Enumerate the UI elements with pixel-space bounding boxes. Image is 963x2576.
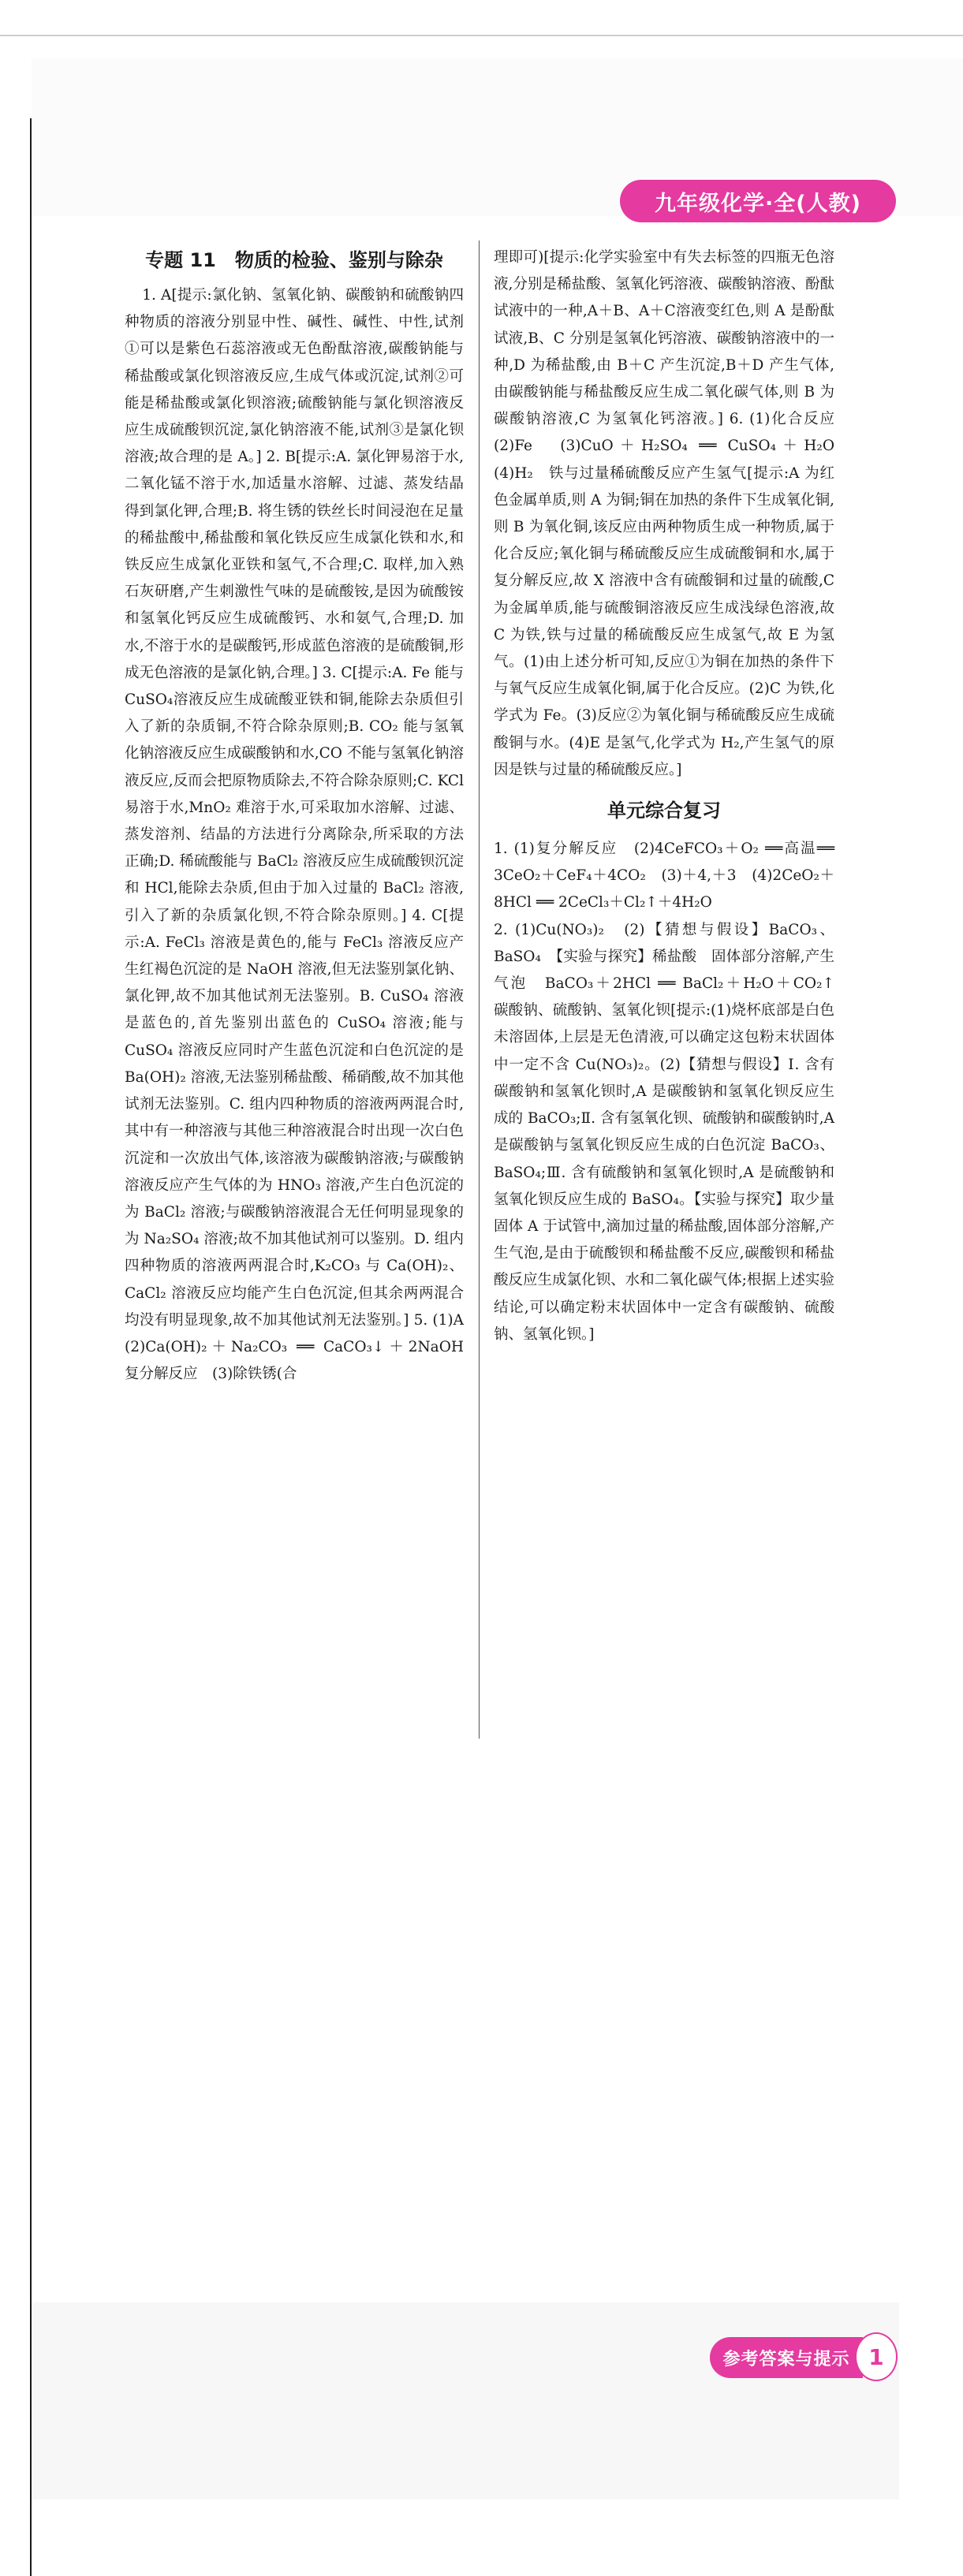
answer-paragraph: 2. (1)Cu(NO₃)₂ (2)【猜想与假设】BaCO₃、BaSO₄ 【实验与探究】稀盐酸 固体部分溶解,产生气泡 BaCO₃＋2HCl ══ BaCl₂＋H₂O＋CO₂↑ 碳酸钠、硫酸钠、氢氧化钡[提示:(1)烧杯底部是白色未溶固体,上层是无色清液,可以确定这包粉末状固体中一定不含 Cu(NO₃)₂。(2)【猜想与假设】Ⅰ. 含有碳酸钠和氢氧化钡时,A 是碳酸钠和氢氧化钡反应生成的 BaCO₃;Ⅱ. 含有氢氧化钡、硫酸钠和碳酸钠时,A 是碳酸钠与氢氧化钡反应生成的白色沉淀 BaCO₃、BaSO₄;Ⅲ. 含有硫酸钠和氢氧化钡时,A 是硫酸钠和氢氧化钡反应生成的 BaSO₄。【实验与探究】取少量固体 A 于试管中,滴加过量的稀盐酸,固体部分溶解,产生气泡,是由于硫酸钡和稀盐酸不反应,碳酸钡和稀盐酸反应生成氯化钡、水和二氧化碳气体;根据上述实验结论,可以确定粉末状固体中一定含有碳酸钠、硫酸钠、氢氧化钡。] xyxy=(494,921,849,1343)
section-title: 专题 11 物质的检验、鉴别与除杂 xyxy=(145,249,443,271)
answer-paragraph: 理即可)[提示:化学实验室中有失去标签的四瓶无色溶液,分别是稀盐酸、氢氧化钙溶液、碳酸钠溶液、酚酞试液中的一种,A＋B、A＋C溶液变红色,则 A 是酚酞试液,B、C 分别是氢氧化钙溶液、碳酸钠溶液中的一种,D 为稀盐酸,由 B＋C 产生沉淀,B＋D 产生气体,由碳酸钠能与稀盐酸反应生成二氧化碳气体,则 B 为碳酸钠溶液,C 为氢氧化钙溶液。] 6. (1)化合反应 (2)Fe (3)CuO＋H₂SO₄ ══ CuSO₄＋H₂O (4)H₂ 铁与过量稀硫酸反应产生氢气[提示:A 为红色金属单质,则 A 为铜;铜在加热的条件下生成氧化铜,则 B 为氧化铜,该反应由两种物质生成一种物质,属于化合反应;氧化铜与稀硫酸反应生成硫酸铜和水,属于复分解反应,故 X 溶液中含有硫酸铜和过量的硫酸,C 为金属单质,能与硫酸铜溶液反应生成浅绿色溶液,故 C 为铁,铁与过量的稀硫酸反应生成氢气,故 E 为氢气。(1)由上述分析可知,反应①为铜在加热的条件下与氧气反应生成氧化铜,属于化合反应。(2)C 为铁,化学式为 Fe。(3)反应②为氧化铜与稀硫酸反应生成硫酸铜与水。(4)E 是氢气,化学式为 H₂,产生氢气的原因是铁与过量的稀硫酸反应。] xyxy=(494,249,849,778)
unit-review-title: 单元综合复习 xyxy=(607,800,721,822)
footer-band xyxy=(32,2302,899,2500)
book-title-badge: 九年级化学·全(人教) xyxy=(620,180,896,222)
page-number: 1 xyxy=(855,2332,898,2381)
column-divider xyxy=(479,240,480,1739)
top-rule xyxy=(0,35,963,36)
binding-line xyxy=(30,118,32,2576)
footer-section-label: 参考答案与提示 xyxy=(710,2337,863,2378)
answer-paragraph: 1. A[提示:氯化钠、氢氧化钠、碳酸钠和硫酸钠四种物质的溶液分别显中性、碱性、碱性、中性,试剂①可以是紫色石蕊溶液或无色酚酞溶液,碳酸钠能与稀盐酸或氯化钡溶液反应,生成气体或沉淀,试剂②可能是稀盐酸或氯化钡溶液;硫酸钠能与氯化钡溶液反应生成硫酸钡沉淀,氯化钠溶液不能,试剂③是氯化钡溶液;故合理的是 A。] 2. B[提示:A. 氯化钾易溶于水,二氧化锰不溶于水,加适量水溶解、过滤、蒸发结晶得到氯化钾,合理;B. 将生锈的铁丝长时间浸泡在足量的稀盐酸中,稀盐酸和氧化铁反应生成氯化铁和水,和铁反应生成氯化亚铁和氢气,不合理;C. 取样,加入熟石灰研磨,产生刺激性气味的是硫酸铵,是因为硫酸铵和氢氧化钙反应生成硫酸钙、水和氨气,合理;D. 加水,不溶于水的是碳酸钙,形成蓝色溶液的是硫酸铜,形成无色溶液的是氯化钠,合理。] 3. C[提示:A. Fe 能与CuSO₄溶液反应生成硫酸亚铁和铜,能除去杂质但引入了新的杂质铜,不符合除杂原则;B. CO₂ 能与氢氧化钠溶液反应生成碳酸钠和水,CO 不能与氢氧化钠溶液反应,反而会把原物质除去,不符合除杂原则;C. KCl 易溶于水,MnO₂ 难溶于水,可采取加水溶解、过滤、蒸发溶剂、结晶的方法进行分离除杂,所采取的方法正确;D. 稀硫酸能与 BaCl₂ 溶液反应生成硫酸钡沉淀和 HCl,能除去杂质,但由于加入过量的 BaCl₂ 溶液,引入了新的杂质氯化钡,不符合除杂原则。] 4. C[提示:A. FeCl₃ 溶液是黄色的,能与 FeCl₃ 溶液反应产生红褐色沉淀的是 NaOH 溶液,但无法鉴别氯化钠、氯化钾,故不加其他试剂无法鉴别。B. CuSO₄ 溶液是蓝色的,首先鉴别出蓝色的 CuSO₄ 溶液;能与 CuSO₄ 溶液反应同时产生蓝色沉淀和白色沉淀的是 Ba(OH)₂ 溶液,无法鉴别稀盐酸、稀硝酸,故不加其他试剂无法鉴别。C. 组内四种物质的溶液两两混合时,其中有一种溶液与其他三种溶液混合时出现一次白色沉淀和一次放出气体,该溶液为碳酸钠溶液;与碳酸钠溶液反应产生气体的为 HNO₃ 溶液,产生白色沉淀的为 BaCl₂ 溶液;与碳酸钠溶液混合无任何明显现象的为 Na₂SO₄ 溶液;故不加其他试剂可以鉴别。D. 组内四种物质的溶液两两混合时,K₂CO₃ 与 Ca(OH)₂、CaCl₂ 溶液反应均能产生白色沉淀,但其余两两混合均没有明显现象,故不加其他试剂无法鉴别。] 5. (1)A (2)Ca(OH)₂＋Na₂CO₃ ══ CaCO₃↓＋2NaOH 复分解反应 (3)除铁锈(合 xyxy=(125,287,479,1383)
right-column xyxy=(494,244,849,1348)
left-column xyxy=(125,244,479,1388)
answer-paragraph: 1. (1)复分解反应 (2)4CeFCO₃＋O₂ ══高温══ 3CeO₂＋CeF₄＋4CO₂ (3)＋4,＋3 (4)2CeO₂＋8HCl ══ 2CeCl₃＋Cl₂↑＋4H₂O xyxy=(494,841,834,911)
